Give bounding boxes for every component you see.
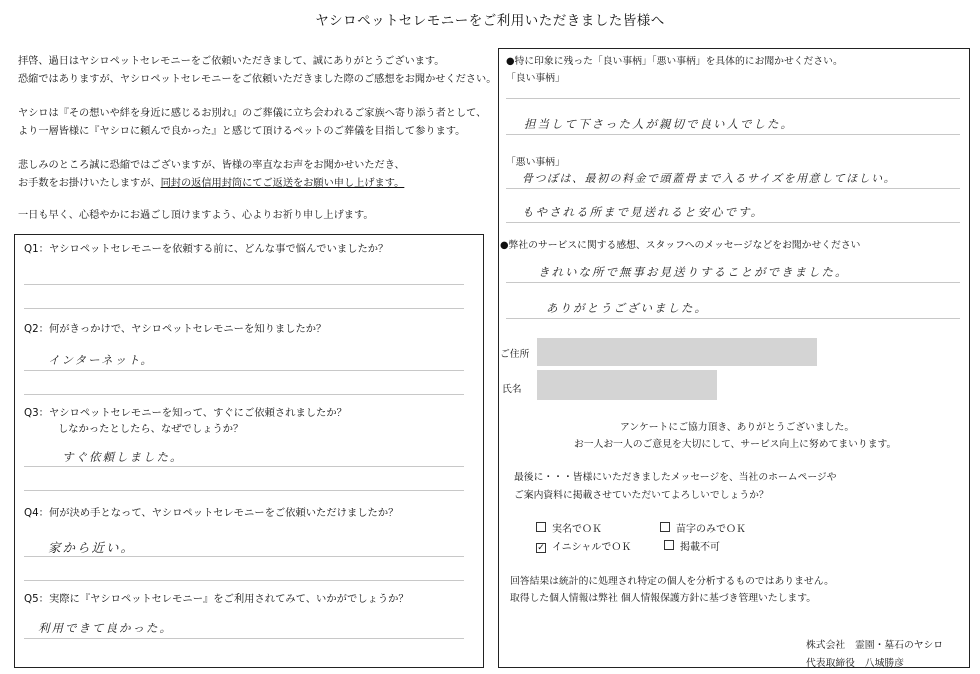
option-initials[interactable]: ✓ イニシャルでＯＫ bbox=[537, 542, 632, 553]
ceo-name: 代表取締役 八城勝彦 bbox=[806, 658, 904, 669]
message-answer-line bbox=[506, 318, 960, 319]
q2-answer-line bbox=[24, 370, 464, 371]
message-answer-line-2: ありがとうございました。 bbox=[546, 301, 708, 315]
good-label: 「良い事柄」 bbox=[506, 73, 565, 84]
return-envelope-note: 同封の返信用封筒にてご返送をお願い申し上げます。 bbox=[160, 178, 405, 189]
q1-answer-line bbox=[24, 308, 464, 309]
thanks-line-1: アンケートにご協力頂き、ありがとうございました。 bbox=[620, 422, 855, 433]
name-label: 氏名 bbox=[502, 384, 522, 395]
page-title: ヤシロペットセレモニーをご利用いただきました皆様へ bbox=[315, 13, 665, 29]
message-heading: ●弊社のサービスに関する感想、スタッフへのメッセージなどをお聞かせください bbox=[500, 240, 861, 251]
q4-label: Q4：何が決め手となって、ヤシロペットセレモニーをご依頼いただけましたか？ bbox=[24, 507, 399, 519]
permission-line-1: 最後に・・・皆様にいただきましたメッセージを、当社のホームページや bbox=[514, 472, 837, 483]
thanks-line-2: お一人お一人のご意見を大切にして、サービス向上に努めてまいります。 bbox=[574, 439, 897, 450]
bad-answer-line bbox=[506, 188, 960, 189]
checkbox-icon bbox=[664, 540, 674, 550]
q2-answer-line bbox=[24, 394, 464, 395]
message-answer-line bbox=[506, 282, 960, 283]
good-answer-line bbox=[506, 134, 960, 135]
bad-label: 「悪い事柄」 bbox=[506, 157, 565, 168]
q3-answer: すぐ依頼しました。 bbox=[62, 450, 184, 464]
q2-answer: インターネット。 bbox=[48, 353, 154, 367]
q3-answer-line bbox=[24, 466, 464, 467]
intro-line-6: お手数をお掛けいたしますが、同封の返信用封筒にてご返送をお願い申し上げます。 bbox=[18, 178, 405, 189]
q4-answer-line bbox=[24, 580, 464, 581]
good-answer: 担当して下さった人が親切で良い人でした。 bbox=[524, 117, 794, 131]
permission-line-2: ご案内資料に掲載させていただいてよろしいでしょうか？ bbox=[514, 490, 769, 501]
intro-line-5: 悲しみのところ誠に恐縮ではございますが、皆様の率直なお声をお聞かせいただき、 bbox=[18, 160, 405, 171]
q4-answer-line bbox=[24, 556, 464, 557]
intro-line-7: 一日も早く、心穏やかにお過ごし頂けますよう、心よりお祈り申し上げます。 bbox=[18, 210, 374, 221]
impression-heading: ●特に印象に残った「良い事柄」「悪い事柄」を具体的にお聞かせください。 bbox=[506, 56, 843, 67]
note-line-1: 回答結果は統計的に処理され特定の個人を分析するものではありません。 bbox=[510, 576, 834, 587]
bad-answer-line bbox=[506, 222, 960, 223]
q3-label-2: しなかったとしたら、なぜでしょうか？ bbox=[58, 423, 244, 435]
q2-label: Q2：何がきっかけで、ヤシロペットセレモニーを知りましたか？ bbox=[24, 323, 327, 335]
good-answer-line bbox=[506, 98, 960, 99]
q3-answer-line bbox=[24, 490, 464, 491]
checkbox-icon bbox=[536, 522, 546, 532]
option-real-name[interactable]: 実名でＯＫ bbox=[536, 520, 602, 535]
q4-answer: 家から近い。 bbox=[48, 540, 136, 555]
checkbox-icon bbox=[660, 522, 670, 532]
address-redaction bbox=[537, 338, 817, 366]
bad-answer-line-2: もやされる所まで見送れると安心です。 bbox=[522, 205, 765, 219]
q1-label: Q1：ヤシロペットセレモニーを依頼する前に、どんな事で悩んでいましたか？ bbox=[24, 243, 389, 255]
q5-label: Q5：実際に『ヤシロペットセレモニー』をご利用されてみて、いかがでしょうか？ bbox=[24, 593, 409, 605]
option-not-published[interactable]: 掲載不可 bbox=[664, 538, 720, 553]
message-answer-line-1: きれいな所で無事お見送りすることができました。 bbox=[538, 265, 849, 279]
note-line-2: 取得した個人情報は弊社 個人情報保護方針に基づき管理いたします。 bbox=[510, 593, 817, 604]
intro-line-4: より一層皆様に『ヤシロに頼んで良かった』と感じて頂けるペットのご葬儀を目指して参ります。 bbox=[18, 126, 466, 137]
checkbox-checked-icon: ✓ bbox=[537, 543, 545, 553]
intro-line-2: 恐縮ではありますが、ヤシロペットセレモニーをご依頼いただきました際のご感想をお聞かせください。 bbox=[18, 74, 497, 85]
intro-line-3: ヤシロは『その想いや絆を身近に感じるお別れ』のご葬儀に立ち会われるご家族へ寄り添う者として、 bbox=[18, 108, 487, 119]
name-redaction bbox=[537, 370, 717, 400]
address-label: ご住所 bbox=[500, 349, 530, 360]
company-name: 株式会社 霊園・墓石のヤシロ bbox=[806, 640, 944, 651]
q1-answer-line bbox=[24, 284, 464, 285]
option-surname-only[interactable]: 苗字のみでＯＫ bbox=[660, 520, 746, 535]
q5-answer-line bbox=[24, 638, 464, 639]
bad-answer-line-1: 骨つぼは、最初の料金で頭蓋骨まで入るサイズを用意してほしい。 bbox=[522, 172, 897, 185]
intro-line-1: 拝啓、過日はヤシロペットセレモニーをご依頼いただきまして、誠にありがとうございます。 bbox=[18, 56, 445, 67]
q3-label: Q3：ヤシロペットセレモニーを知って、すぐにご依頼されましたか？ bbox=[24, 407, 347, 419]
q5-answer: 利用できて良かった。 bbox=[38, 621, 173, 635]
